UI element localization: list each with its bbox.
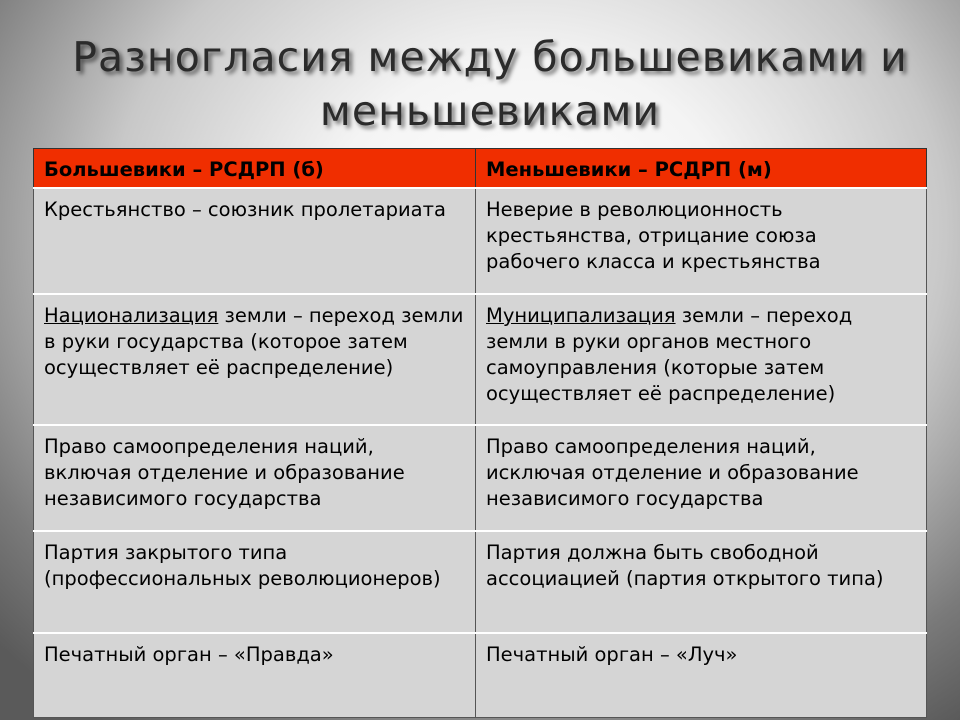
table-cell xyxy=(34,188,476,294)
cell-text: земли – переход земли в руки органов местного самоуправления (которые затем осуществляет её распределение) xyxy=(486,304,853,405)
table-cell xyxy=(476,188,927,294)
cell-text: Право самоопределения наций, включая отделение и образование независимого государства xyxy=(44,435,405,510)
table-row xyxy=(34,294,927,425)
header-mensheviks: Меньшевики – РСДРП (м) xyxy=(476,149,927,189)
table-row xyxy=(34,188,927,294)
underlined-term: Национализация xyxy=(44,304,219,327)
comparison-table xyxy=(33,148,927,718)
slide-title: Разногласия между большевиками и меньшевиками xyxy=(72,33,908,135)
cell-text: земли – переход земли в руки государства (которое затем осуществляет её распределение) xyxy=(44,304,464,379)
table-cell xyxy=(476,294,927,425)
table-cell xyxy=(476,633,927,717)
header-bolsheviks: Большевики – РСДРП (б) xyxy=(34,149,476,189)
cell-text: Партия должна быть свободной ассоциацией (партия открытого типа) xyxy=(486,541,884,590)
table-row xyxy=(34,633,927,717)
table-row xyxy=(34,531,927,633)
cell-text: Крестьянство – союзник пролетариата xyxy=(44,198,446,221)
table-cell xyxy=(34,633,476,717)
cell-text: Право самоопределения наций, исключая отделение и образование независимого государства xyxy=(486,435,859,510)
table-cell xyxy=(34,425,476,531)
table-row xyxy=(34,425,927,531)
table-header-row xyxy=(34,149,927,189)
table-cell xyxy=(34,294,476,425)
cell-text: Печатный орган – «Луч» xyxy=(486,643,738,666)
underlined-term: Муниципализация xyxy=(486,304,676,327)
table-cell xyxy=(476,531,927,633)
cell-text: Неверие в революционность крестьянства, отрицание союза рабочего класса и крестьянства xyxy=(486,198,821,273)
cell-text: Партия закрытого типа (профессиональных революционеров) xyxy=(44,541,441,590)
table-cell xyxy=(34,531,476,633)
table-cell xyxy=(476,425,927,531)
cell-text: Печатный орган – «Правда» xyxy=(44,643,334,666)
